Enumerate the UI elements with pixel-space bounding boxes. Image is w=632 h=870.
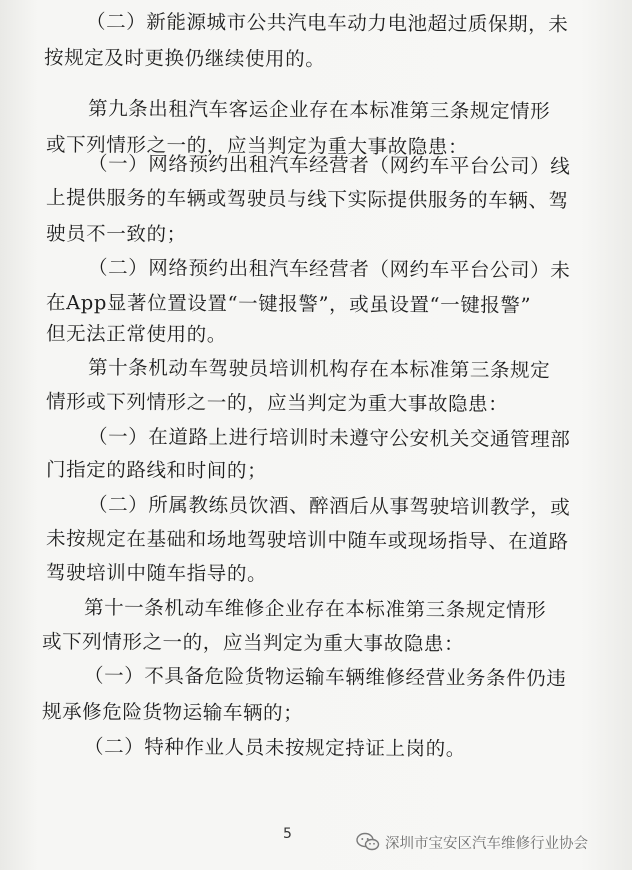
- text-line: 规承修危险货物运输车辆的；: [41, 700, 304, 725]
- text-line: （二）网络预约出租汽车经营者（网约车平台公司）未: [87, 256, 571, 282]
- text-line: 在App显著位置设置“一键报警”，或虽设置“一键报警”: [45, 291, 532, 317]
- watermark: [356, 830, 588, 854]
- page-number: 5: [283, 826, 292, 842]
- watermark-text: 深圳市宝安区汽车维修行业协会: [385, 835, 588, 852]
- text-line: 情形或下列情形之一的，应当判定为重大事故隐患：: [45, 390, 509, 416]
- text-line: 但无法正常使用的。: [45, 322, 227, 347]
- text-line: 或下列情形之一的，应当判定为重大事故隐患：: [45, 133, 469, 159]
- text-line: 按规定及时更换仍继续使用的。: [43, 46, 326, 71]
- text-line: 驶员不一致的；: [45, 222, 187, 246]
- text-line: 驾驶培训中随车指导的。: [45, 561, 268, 586]
- text-line: 或下列情形之一的，应当判定为重大事故隐患：: [41, 630, 465, 656]
- text-line: 上提供服务的车辆或驾驶员与线下实际提供服务的车辆、驾: [45, 186, 569, 213]
- text-line: （一）不具备危险货物运输车辆维修经营业务条件仍违: [83, 664, 567, 690]
- text-line: 未按规定在基础和场地驾驶培训中随车或现场指导、在道路: [45, 527, 569, 554]
- text-line: （二）特种作业人员未按规定持证上岗的。: [83, 735, 466, 761]
- text-line: 第九条出租汽车客运企业存在本标准第三条规定情形: [87, 97, 551, 123]
- wechat-icon: [356, 832, 380, 852]
- text-line: （二）新能源城市公共汽电车动力电池超过质保期，未: [85, 10, 569, 36]
- text-line: （一）在道路上进行培训时未遵守公安机关交通管理部: [87, 425, 571, 451]
- text-line: （二）所属教练员饮酒、醉酒后从事驾驶培训教学，或: [87, 493, 571, 519]
- text-line: 门指定的路线和时间的；: [45, 458, 268, 483]
- text-line: 第十一条机动车维修企业存在本标准第三条规定情形: [83, 596, 547, 622]
- text-line: （一）网络预约出租汽车经营者（网约车平台公司）线: [87, 152, 571, 178]
- text-line: 第十条机动车驾驶员培训机构存在本标准第三条规定: [87, 356, 551, 382]
